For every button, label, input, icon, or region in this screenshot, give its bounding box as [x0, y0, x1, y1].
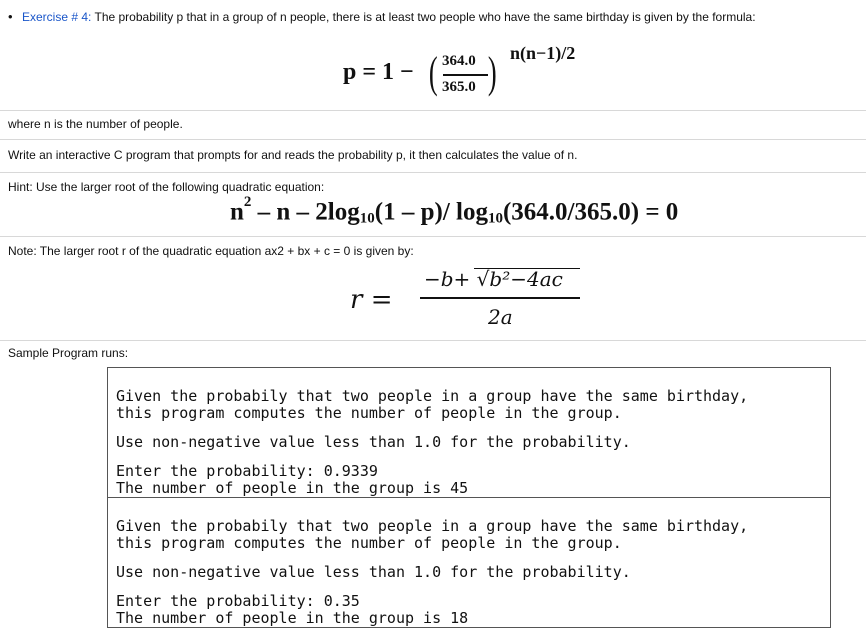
formula3-lhs: r = [350, 285, 393, 315]
console-line: Given the probabily that two people in a group have the same birthday, [116, 387, 749, 405]
bullet-icon: • [8, 9, 13, 24]
right-paren: ) [487, 48, 497, 97]
console-line: Use non-negative value less than 1.0 for the probability. [116, 563, 631, 581]
divider [0, 110, 866, 111]
eq-part: (364.0/365.0) = 0 [502, 198, 679, 226]
sample-run-1 [107, 367, 831, 498]
formula1-denominator: 365.0 [442, 79, 476, 95]
formula1-lhs: p = 1 − [343, 59, 414, 85]
eq-subscript: 10 [359, 210, 375, 227]
hint-text: Hint: Use the larger root of the following quadratic equation: [8, 180, 325, 194]
formula1-numerator: 364.0 [442, 53, 476, 69]
console-line: Given the probabily that two people in a group have the same birthday, [116, 517, 749, 535]
where-text: where n is the number of people. [8, 117, 183, 131]
task-text: Write an interactive C program that prompts for and reads the probability p, it then calculates the value of n. [8, 148, 578, 162]
exercise-label[interactable]: Exercise # 4: [22, 10, 92, 24]
divider [0, 340, 866, 341]
sample-run-2 [107, 497, 831, 628]
divider [0, 172, 866, 173]
console-line: The number of people in the group is 45 [116, 479, 469, 497]
eq-part: – n – 2log [251, 198, 360, 226]
exercise-line [8, 9, 756, 24]
console-line: Use non-negative value less than 1.0 for the probability. [116, 433, 631, 451]
eq-subscript: 10 [487, 210, 503, 227]
quadratic-root-formula [350, 263, 590, 333]
birthday-probability-formula [343, 43, 643, 101]
console-line: this program computes the number of people in the group. [116, 404, 622, 422]
sample-label: Sample Program runs: [8, 346, 129, 360]
console-line: Enter the probability: 0.35 [116, 592, 360, 610]
console-line: Enter the probability: 0.9339 [116, 462, 378, 480]
exercise-text: The probability p that in a group of n people, there is at least two people who have the same birthday is given by the formula: [91, 10, 756, 24]
fraction-bar [420, 297, 580, 299]
left-paren: ( [428, 48, 438, 97]
quadratic-equation [230, 194, 679, 227]
console-line: this program computes the number of people in the group. [116, 534, 622, 552]
divider [0, 139, 866, 140]
note-text: Note: The larger root r of the quadratic equation ax2 + bx + c = 0 is given by: [8, 244, 414, 258]
console-line: The number of people in the group is 18 [116, 609, 469, 627]
formula1-exponent: n(n−1)/2 [510, 43, 576, 63]
formula3-numerator: −b+ √b²−4ac [424, 267, 563, 291]
divider [0, 236, 866, 237]
formula3-denominator: 2a [488, 305, 513, 329]
fraction-bar [443, 74, 488, 76]
eq-part: n [230, 198, 244, 226]
eq-part: (1 – p)/ log [374, 198, 488, 226]
eq-superscript: 2 [243, 194, 252, 210]
